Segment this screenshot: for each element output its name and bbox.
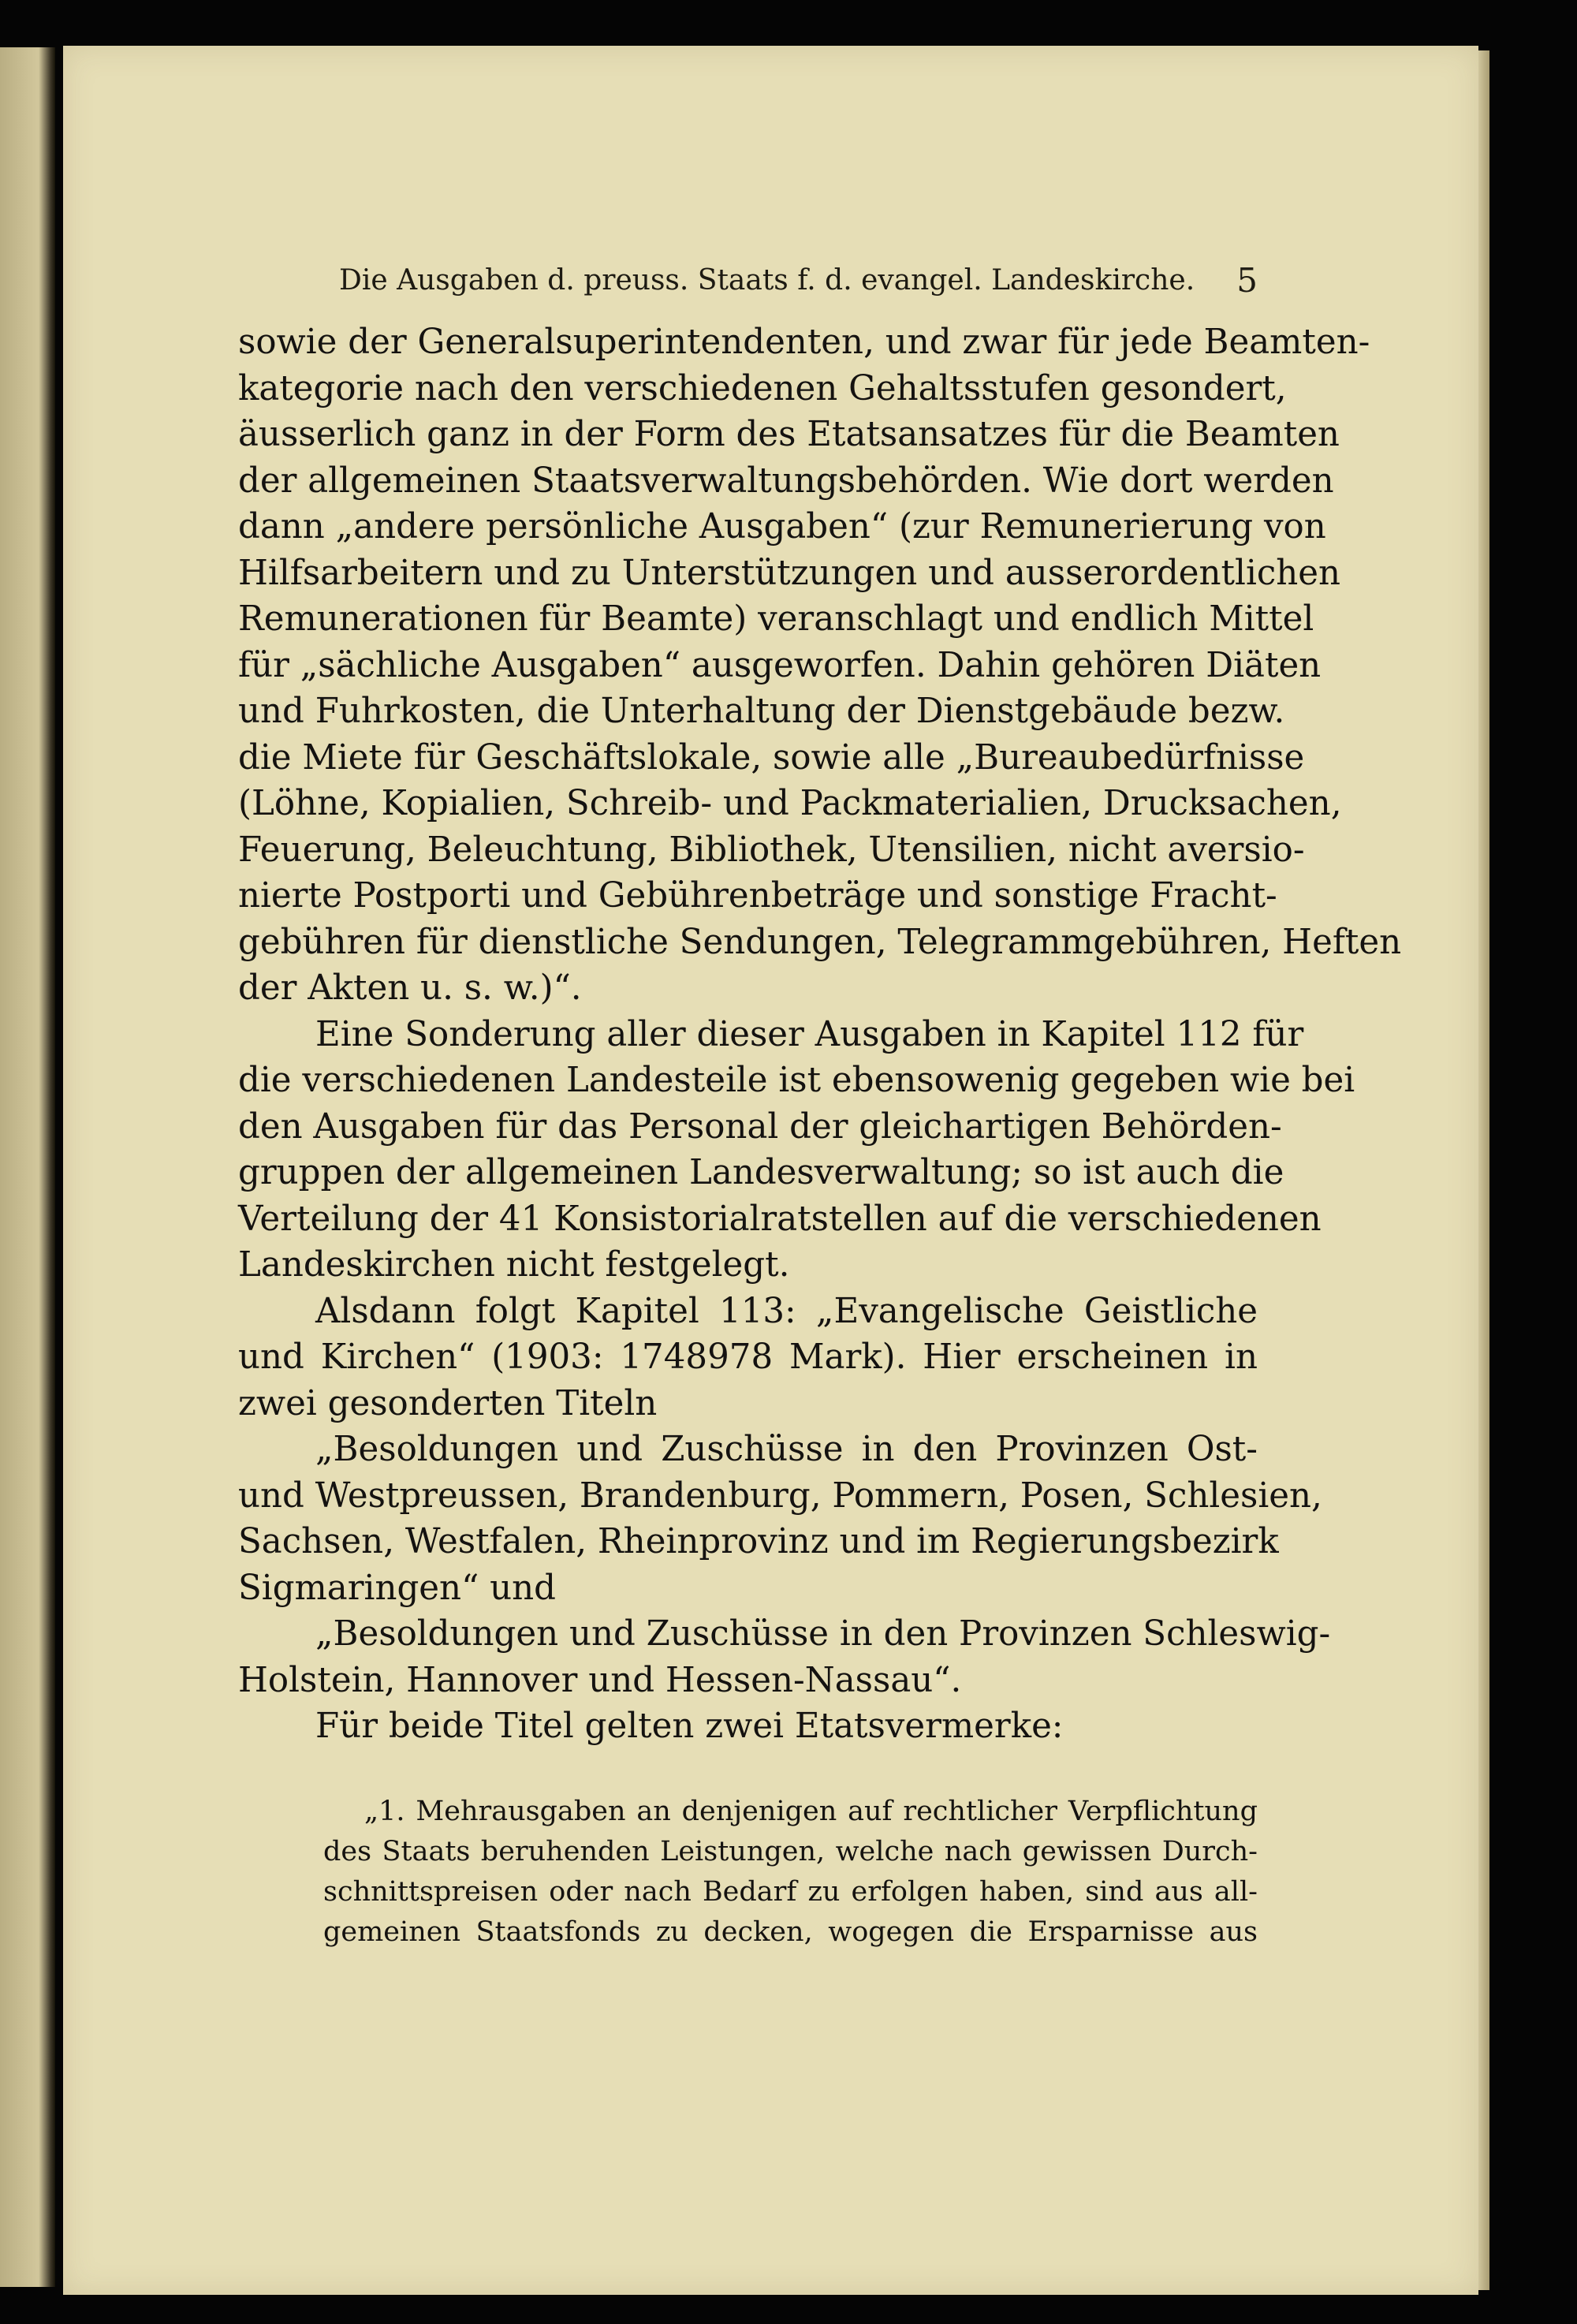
text-line: äusserlich ganz in der Form des Etatsansatzes für die Beamten [238, 415, 1340, 454]
text-line: Remunerationen für Beamte) veranschlagt und endlich Mittel [238, 599, 1314, 639]
text-line: Hilfsarbeitern und zu Unterstützungen und ausserordentlichen [238, 553, 1340, 593]
text-line: Verteilung der 41 Konsistorialratstellen auf die verschiedenen [238, 1199, 1322, 1239]
text-line: Sigmaringen“ und [238, 1568, 557, 1608]
provision-line: schnittspreisen oder nach Bedarf zu erfolgen haben, sind aus all- [323, 1876, 1258, 1908]
text-line: die Miete für Geschäftslokale, sowie alle „Bureaubedürfnisse [238, 737, 1305, 778]
text-line: Feuerung, Beleuchtung, Bibliothek, Utensilien, nicht aversio- [238, 830, 1305, 870]
quoted-provision [323, 1792, 1258, 1953]
adjacent-page-edge [0, 47, 55, 2287]
text-line: zwei gesonderten Titeln [238, 1383, 658, 1423]
text-line: und Westpreussen, Brandenburg, Pommern, Posen, Schlesien, [238, 1475, 1322, 1516]
text-line: gruppen der allgemeinen Landesverwaltung; so ist auch die [238, 1153, 1284, 1192]
text-line: kategorie nach den verschiedenen Gehaltsstufen gesondert, [238, 368, 1287, 408]
text-line: und Fuhrkosten, die Unterhaltung der Dienstgebäude bezw. [238, 692, 1285, 731]
text-line: sowie der Generalsuperintendenten, und zwar für jede Beamten- [238, 323, 1370, 362]
text-line: (Löhne, Kopialien, Schreib- und Packmaterialien, Drucksachen, [238, 784, 1342, 823]
main-text [238, 319, 1402, 1750]
provision-line: gemeinen Staatsfonds zu decken, wogegen die Ersparnisse aus [323, 1916, 1258, 1948]
text-line: Holstein, Hannover und Hessen-Nassau“. [238, 1660, 962, 1700]
text-line: der Akten u. s. w.)“. [238, 968, 582, 1008]
page-number: 5 [1236, 261, 1258, 300]
paragraph-start-line: Für beide Titel gelten zwei Etatsvermerke: [315, 1707, 1064, 1746]
text-line: Landeskirchen nicht festgelegt. [238, 1245, 790, 1285]
text-line: gebühren für dienstliche Sendungen, Telegrammgebühren, Heften [238, 922, 1402, 962]
provision-line: „1. Mehrausgaben an denjenigen auf rechtlicher Verpflichtung [364, 1796, 1258, 1827]
running-title: Die Ausgaben d. preuss. Staats f. d. evangel. Landeskirche. [339, 264, 1195, 297]
page-stack-edge [1478, 50, 1489, 2290]
text-line: den Ausgaben für das Personal der gleichartigen Behörden- [238, 1106, 1282, 1147]
text-line: und Kirchen“ (1903: 1748978 Mark). Hier erscheinen in [238, 1337, 1258, 1377]
text-line: der allgemeinen Staatsverwaltungsbehörden. Wie dort werden [238, 461, 1334, 501]
text-line: die verschiedenen Landesteile ist ebensowenig gegeben wie bei [238, 1061, 1355, 1100]
quoted-title-line: „Besoldungen und Zuschüsse in den Provinzen Schleswig- [315, 1614, 1331, 1654]
paragraph-start-line: Alsdann folgt Kapitel 113: „Evangelische Geistliche [315, 1291, 1258, 1331]
provision-line: des Staats beruhenden Leistungen, welche nach gewissen Durch- [323, 1836, 1258, 1867]
text-line: dann „andere persönliche Ausgaben“ (zur Remunerierung von [238, 507, 1326, 546]
page-header [276, 261, 1258, 304]
text-line: Sachsen, Westfalen, Rheinprovinz und im Regierungsbezirk [238, 1522, 1279, 1561]
text-line: für „sächliche Ausgaben“ ausgeworfen. Dahin gehören Diäten [238, 645, 1322, 685]
text-line: nierte Postporti und Gebührenbeträge und sonstige Fracht- [238, 876, 1277, 916]
quoted-title-line: „Besoldungen und Zuschüsse in den Provinzen Ost- [315, 1430, 1258, 1469]
paragraph-start-line: Eine Sonderung aller dieser Ausgaben in Kapitel 112 für [315, 1014, 1304, 1054]
